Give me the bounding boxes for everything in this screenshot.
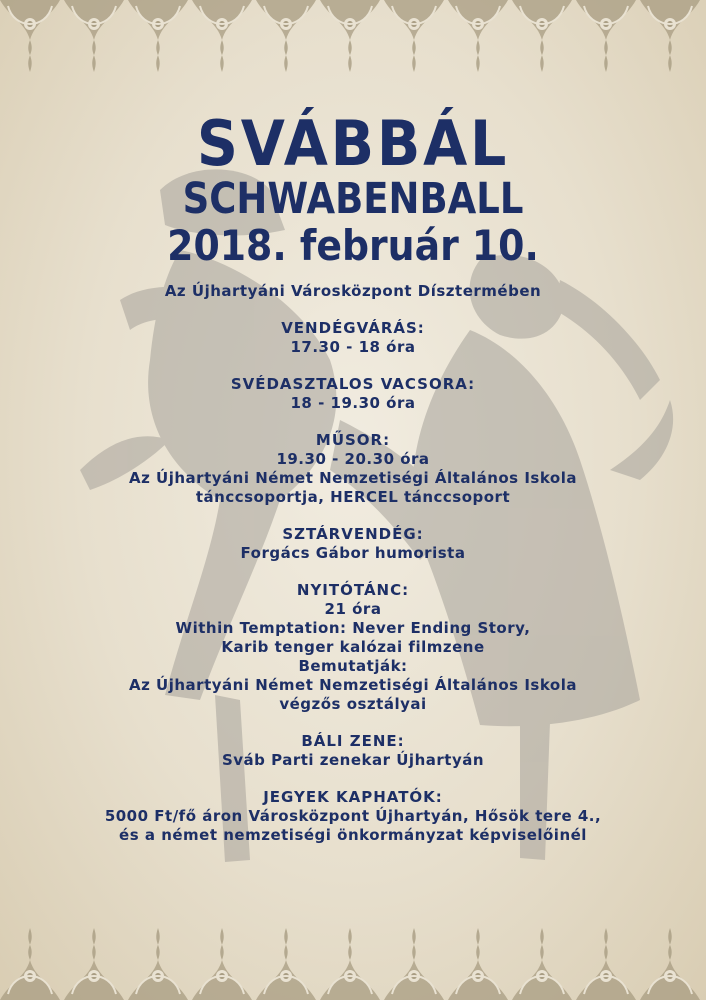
section-line: 5000 Ft/fő áron Városközpont Újhartyán, Hősök tere 4., xyxy=(104,807,602,825)
section-tickets xyxy=(0,788,706,845)
section-opening-dance xyxy=(0,581,706,714)
section-line: Forgács Gábor humorista xyxy=(240,544,466,562)
section-line: Az Újhartyáni Német Nemzetiségi Általános Iskola xyxy=(129,469,577,487)
section-program xyxy=(0,431,706,507)
section-dinner xyxy=(0,375,706,413)
section-guests xyxy=(0,319,706,357)
section-music xyxy=(0,732,706,770)
section-line: végzős osztályai xyxy=(279,695,427,713)
section-line: Within Temptation: Never Ending Story, xyxy=(175,619,531,637)
section-heading: BÁLI ZENE: xyxy=(301,732,405,750)
section-star-guest xyxy=(0,525,706,563)
section-line: 17.30 - 18 óra xyxy=(290,338,416,356)
section-line: Bemutatják: xyxy=(298,657,408,675)
section-heading: VENDÉGVÁRÁS: xyxy=(281,319,425,337)
section-line: 19.30 - 20.30 óra xyxy=(276,450,430,468)
section-line: 21 óra xyxy=(324,600,382,618)
venue: Az Újhartyáni Városközpont Dísztermében xyxy=(164,282,542,300)
poster-content xyxy=(0,107,706,845)
poster-title: SVÁBBÁL xyxy=(196,107,510,180)
section-heading: MŰSOR: xyxy=(315,431,391,449)
section-line: Sváb Parti zenekar Újhartyán xyxy=(221,751,485,769)
section-line: 18 - 19.30 óra xyxy=(290,394,416,412)
section-line: Karib tenger kalózai filmzene xyxy=(221,638,485,656)
poster-subtitle: SCHWABENBALL xyxy=(182,174,524,224)
section-heading: SVÉDASZTALOS VACSORA: xyxy=(230,375,476,393)
section-line: tánccsoportja, HERCEL tánccsoport xyxy=(195,488,511,506)
section-line: és a német nemzetiségi önkormányzat képviselőinél xyxy=(119,826,587,844)
section-heading: SZTÁRVENDÉG: xyxy=(282,525,424,543)
section-heading: NYITÓTÁNC: xyxy=(296,581,410,599)
event-date: 2018. február 10. xyxy=(167,221,539,270)
section-line: Az Újhartyáni Német Nemzetiségi Általános Iskola xyxy=(129,676,577,694)
section-heading: JEGYEK KAPHATÓK: xyxy=(263,788,443,806)
